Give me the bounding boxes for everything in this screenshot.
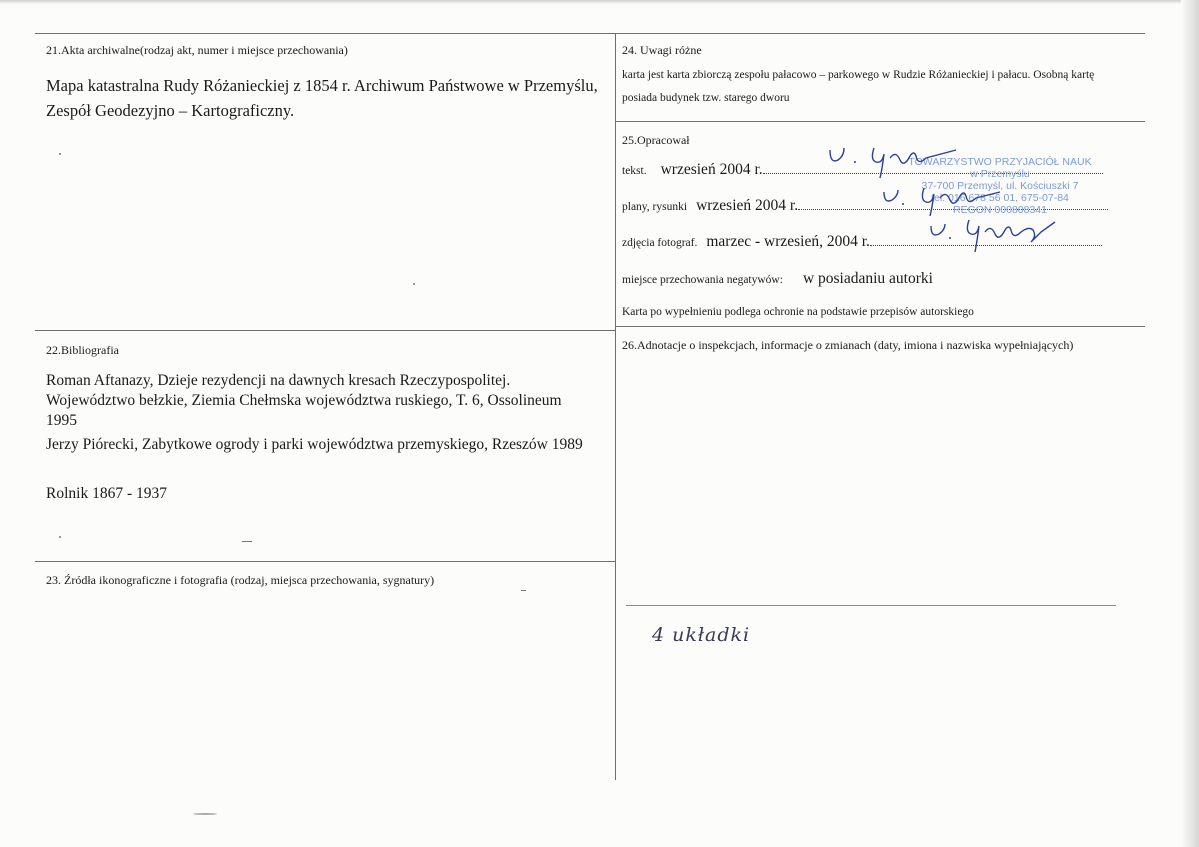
paper-speck xyxy=(59,536,61,538)
rule-22-23 xyxy=(35,561,615,562)
rule-26-lower xyxy=(626,605,1116,606)
paper-edge-right xyxy=(1181,0,1199,847)
section-26-label: 26.Adnotacje o inspekcjach, informacje o zmianach (daty, imiona i nazwiska wypełniających) xyxy=(622,338,1074,352)
section-25-label: 25.Opracował xyxy=(622,133,690,147)
stamp-line: TOWARZYSTWO PRZYJACIÓŁ NAUK xyxy=(908,156,1092,168)
center-divider xyxy=(615,33,616,780)
zdjecia-value: marzec - wrzesień, 2004 r. xyxy=(706,233,870,250)
section-21-text-line1: Mapa katastralna Rudy Różanieckiej z 1854 r. Archiwum Państwowe w Przemyślu, xyxy=(46,76,598,95)
bibliography-entry: Roman Aftanazy, Dzieje rezydencji na dawnych kresach Rzeczypospolitej. Województwo bełzkie, Ziemia Chełmska województwa ruskiego, T. 6, Ossolineum 1995 xyxy=(46,372,562,429)
copyright-note: Karta po wypełnieniu podlega ochronie na podstawie przepisów autorskiego xyxy=(622,306,974,318)
signature-1-icon xyxy=(820,140,1010,180)
bibliography-entry: Jerzy Piórecki, Zabytkowe ogrody i parki województwa przemyskiego, Rzeszów 1989 xyxy=(46,436,583,453)
negatives-value: w posiadaniu autorki xyxy=(802,270,933,287)
plany-value: wrzesień 2004 r. xyxy=(696,197,799,214)
rule-25-26 xyxy=(616,326,1145,327)
section-24-text-line2: posiada budynek tzw. starego dworu xyxy=(622,92,790,104)
signature-3-icon xyxy=(925,214,1095,260)
zdjecia-label: zdjęcia fotograf. xyxy=(622,237,698,249)
stamp-line: REGON 000808341 xyxy=(953,204,1047,216)
section-24-text-line1: karta jest karta zbiorczą zespołu pałacowo – parkowego w Rudzie Różanieckiej i pałacu. Osobną kartę xyxy=(622,69,1095,81)
section-21-text-line2: Zespół Geodezyjno – Kartograficzny. xyxy=(46,101,295,120)
plany-label: plany, rysunki xyxy=(622,201,688,213)
handwritten-note: 4 układki xyxy=(652,624,751,646)
stamp-line: w Przemyślu xyxy=(970,168,1030,180)
stamp-line: tel. 016 678 56 01, 675-07-84 xyxy=(931,192,1069,204)
section-24-label: 24. Uwagi różne xyxy=(622,43,702,57)
section-22-label: 22.Bibliografia xyxy=(46,343,119,357)
tekst-value: wrzesień 2004 r. xyxy=(660,161,763,178)
section-21-label: 21.Akta archiwalne(rodzaj akt, numer i miejsce przechowania) xyxy=(46,43,348,57)
paper-edge-top xyxy=(0,0,1199,4)
negatives-label: miejsce przechowania negatywów: xyxy=(622,274,783,286)
bibliography-entry: Rolnik 1867 - 1937 xyxy=(46,485,167,502)
paper-speck xyxy=(59,153,61,155)
top-rule xyxy=(35,33,1145,34)
section-23-label: 23. Źródła ikonograficzne i fotografia (rodzaj, miejsca przechowania, sygnatury) xyxy=(46,573,435,587)
paper-speck xyxy=(413,283,415,285)
paper-speck xyxy=(521,590,526,591)
rule-24-25 xyxy=(616,121,1145,122)
paper-speck xyxy=(193,813,217,815)
paper-speck xyxy=(242,541,252,542)
negatives-row xyxy=(622,270,933,288)
stamp-line: 37-700 Przemyśl, ul. Kościuszki 7 xyxy=(921,180,1079,192)
rule-21-22 xyxy=(35,330,615,331)
tekst-label: tekst. xyxy=(622,165,647,177)
